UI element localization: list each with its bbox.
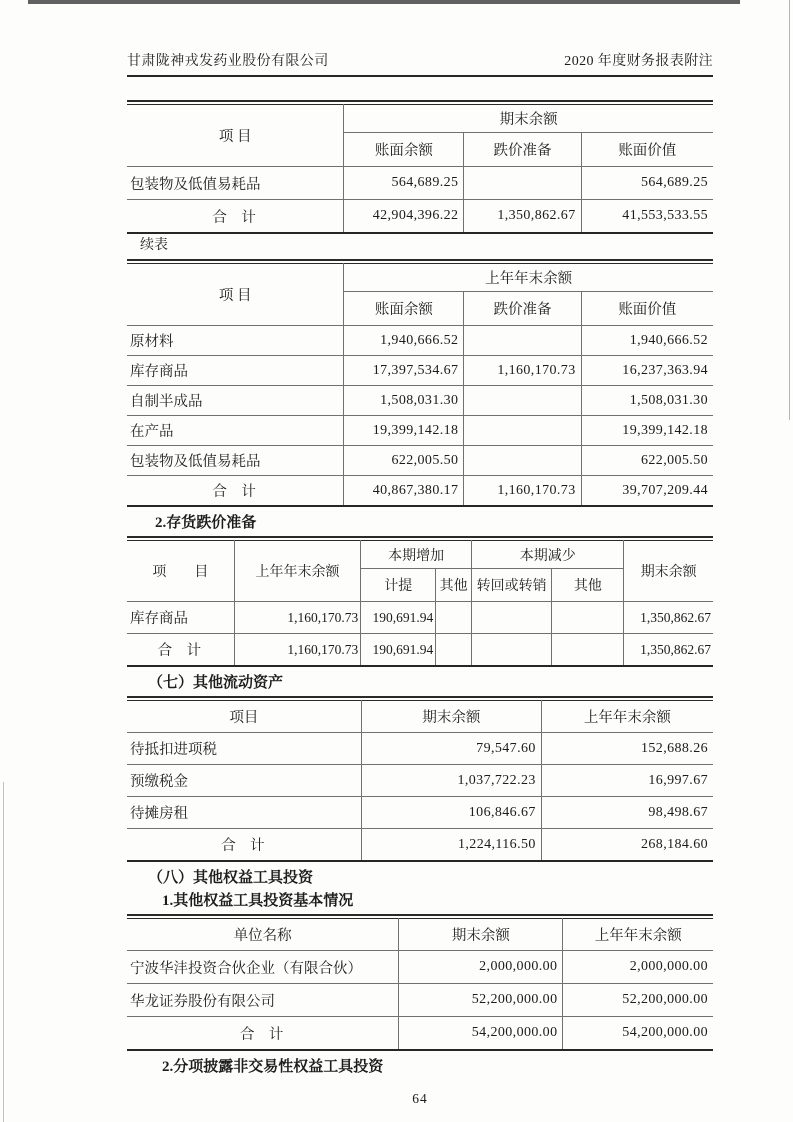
col-header-ending-balance: 期末余额	[361, 701, 541, 733]
table-row	[127, 386, 713, 416]
cell-book-balance: 564,689.25	[344, 167, 464, 200]
cell-book-balance: 40,867,380.17	[344, 476, 464, 507]
cell-item: 待摊房租	[127, 797, 361, 829]
cell-accrual: 190,691.94	[361, 602, 436, 634]
table-row	[127, 602, 713, 634]
cell-ending-balance: 54,200,000.00	[399, 1017, 563, 1051]
col-header-provision: 跌价准备	[464, 292, 581, 326]
cell-provision	[464, 416, 581, 446]
section-heading-other-equity-investments: （八）其他权益工具投资	[148, 870, 314, 886]
cell-item: 包装物及低值易耗品	[127, 446, 344, 476]
col-header-entity-name: 单位名称	[127, 919, 399, 951]
cell-book-balance: 1,508,031.30	[344, 386, 464, 416]
inventory-provision-table	[127, 536, 713, 667]
subsection-heading-nontrading-equity: 2.分项披露非交易性权益工具投资	[162, 1059, 384, 1075]
cell-item: 合 计	[127, 634, 234, 667]
scan-artifact-left-edge	[3, 782, 4, 1122]
cell-prior-year-balance: 52,200,000.00	[563, 984, 713, 1017]
table-total-row	[127, 200, 713, 234]
cell-ending-balance: 1,037,722.23	[361, 765, 541, 797]
cell-accrual: 190,691.94	[361, 634, 436, 667]
table-row	[127, 951, 713, 984]
col-header-item: 项目	[127, 701, 361, 733]
cell-prior-year-balance: 268,184.60	[541, 829, 713, 862]
cell-entity-name: 合 计	[127, 1017, 399, 1051]
table-header-row	[127, 541, 713, 569]
continued-table-label: 续表	[140, 238, 168, 253]
table-row	[127, 167, 713, 200]
table-header-row	[127, 701, 713, 733]
col-header-accrual: 计提	[361, 569, 436, 602]
col-header-ending-balance: 期末余额	[624, 541, 713, 602]
cell-ending-balance: 79,547.60	[361, 733, 541, 765]
col-header-prior-year-balance: 上年年末余额	[563, 919, 713, 951]
table-row	[127, 984, 713, 1017]
cell-book-balance: 1,940,666.52	[344, 326, 464, 356]
cell-entity-name: 华龙证券股份有限公司	[127, 984, 399, 1017]
cell-prior-year-balance: 98,498.67	[541, 797, 713, 829]
col-header-ending-balance: 期末余额	[399, 919, 563, 951]
col-group-increase: 本期增加	[361, 541, 472, 569]
cell-provision: 1,160,170.73	[464, 476, 581, 507]
cell-item: 合 计	[127, 476, 344, 507]
cell-ending-balance: 2,000,000.00	[399, 951, 563, 984]
cell-prior-year-balance: 152,688.26	[541, 733, 713, 765]
cell-item: 库存商品	[127, 356, 344, 386]
col-header-item: 项 目	[127, 264, 344, 326]
cell-book-value: 1,940,666.52	[581, 326, 713, 356]
table-header-row	[127, 264, 713, 292]
col-header-item: 项 目	[127, 541, 234, 602]
table-header-row	[127, 105, 713, 133]
company-name: 甘肃陇神戎发药业股份有限公司	[127, 54, 329, 69]
page-content	[127, 0, 713, 1107]
cell-item: 待抵扣进项税	[127, 733, 361, 765]
table-row	[127, 356, 713, 386]
inventory-prior-year-balance-table	[127, 259, 713, 507]
cell-prior-year-balance: 1,160,170.73	[234, 634, 361, 667]
cell-ending-balance: 1,224,116.50	[361, 829, 541, 862]
cell-provision	[464, 167, 581, 200]
other-current-assets-table	[127, 696, 713, 862]
cell-ending-balance: 52,200,000.00	[399, 984, 563, 1017]
col-header-book-value: 账面价值	[581, 292, 713, 326]
cell-book-value: 16,237,363.94	[581, 356, 713, 386]
cell-reversal	[472, 602, 552, 634]
col-group-ending-balance: 期末余额	[344, 105, 713, 133]
cell-increase-other	[436, 634, 472, 667]
table-row	[127, 446, 713, 476]
cell-book-value: 39,707,209.44	[581, 476, 713, 507]
cell-book-balance: 17,397,534.67	[344, 356, 464, 386]
cell-decrease-other	[552, 634, 624, 667]
cell-book-balance: 19,399,142.18	[344, 416, 464, 446]
cell-item: 预缴税金	[127, 765, 361, 797]
col-header-book-balance: 账面余额	[344, 133, 464, 167]
cell-ending-balance: 1,350,862.67	[624, 634, 713, 667]
cell-book-value: 19,399,142.18	[581, 416, 713, 446]
cell-book-value: 41,553,533.55	[581, 200, 713, 234]
cell-provision	[464, 386, 581, 416]
table-header-row	[127, 919, 713, 951]
cell-book-value: 564,689.25	[581, 167, 713, 200]
table-total-row	[127, 829, 713, 862]
cell-prior-year-balance: 1,160,170.73	[234, 602, 361, 634]
table-row	[127, 733, 713, 765]
col-header-reversal: 转回或转销	[472, 569, 552, 602]
col-header-provision: 跌价准备	[464, 133, 581, 167]
col-group-decrease: 本期减少	[472, 541, 624, 569]
cell-book-balance: 622,005.50	[344, 446, 464, 476]
cell-item: 在产品	[127, 416, 344, 446]
cell-ending-balance: 106,846.67	[361, 797, 541, 829]
cell-item: 包装物及低值易耗品	[127, 167, 344, 200]
table-total-row	[127, 1017, 713, 1051]
table-row	[127, 326, 713, 356]
cell-book-value: 1,508,031.30	[581, 386, 713, 416]
col-header-item: 项 目	[127, 105, 344, 167]
cell-provision	[464, 446, 581, 476]
col-header-prior-year-balance: 上年年末余额	[234, 541, 361, 602]
cell-item: 合 计	[127, 829, 361, 862]
table-total-row	[127, 634, 713, 667]
cell-book-value: 622,005.50	[581, 446, 713, 476]
cell-provision	[464, 326, 581, 356]
inventory-ending-balance-table	[127, 100, 713, 234]
cell-book-balance: 42,904,396.22	[344, 200, 464, 234]
page-header	[127, 0, 713, 77]
cell-item: 合 计	[127, 200, 344, 234]
subsection-heading-equity-basic-info: 1.其他权益工具投资基本情况	[162, 893, 354, 909]
table-total-row	[127, 476, 713, 507]
col-header-book-balance: 账面余额	[344, 292, 464, 326]
section-heading-inventory-provision: 2.存货跌价准备	[155, 515, 257, 531]
report-title: 2020 年度财务报表附注	[564, 54, 713, 69]
cell-item: 库存商品	[127, 602, 234, 634]
col-group-prior-year-balance: 上年年末余额	[344, 264, 713, 292]
col-header-decrease-other: 其他	[552, 569, 624, 602]
scan-artifact-right-edge	[789, 0, 790, 420]
section-heading-other-current-assets: （七）其他流动资产	[148, 675, 284, 691]
cell-increase-other	[436, 602, 472, 634]
cell-item: 自制半成品	[127, 386, 344, 416]
cell-entity-name: 宁波华沣投资合伙企业（有限合伙）	[127, 951, 399, 984]
table-row	[127, 797, 713, 829]
cell-ending-balance: 1,350,862.67	[624, 602, 713, 634]
table-row	[127, 416, 713, 446]
cell-prior-year-balance: 54,200,000.00	[563, 1017, 713, 1051]
cell-prior-year-balance: 16,997.67	[541, 765, 713, 797]
cell-provision: 1,160,170.73	[464, 356, 581, 386]
other-equity-investments-table	[127, 914, 713, 1051]
cell-decrease-other	[552, 602, 624, 634]
col-header-book-value: 账面价值	[581, 133, 713, 167]
cell-prior-year-balance: 2,000,000.00	[563, 951, 713, 984]
col-header-increase-other: 其他	[436, 569, 472, 602]
col-header-prior-year-balance: 上年年末余额	[541, 701, 713, 733]
cell-item: 原材料	[127, 326, 344, 356]
cell-reversal	[472, 634, 552, 667]
cell-provision: 1,350,862.67	[464, 200, 581, 234]
table-row	[127, 765, 713, 797]
page-number: 64	[412, 1091, 428, 1106]
